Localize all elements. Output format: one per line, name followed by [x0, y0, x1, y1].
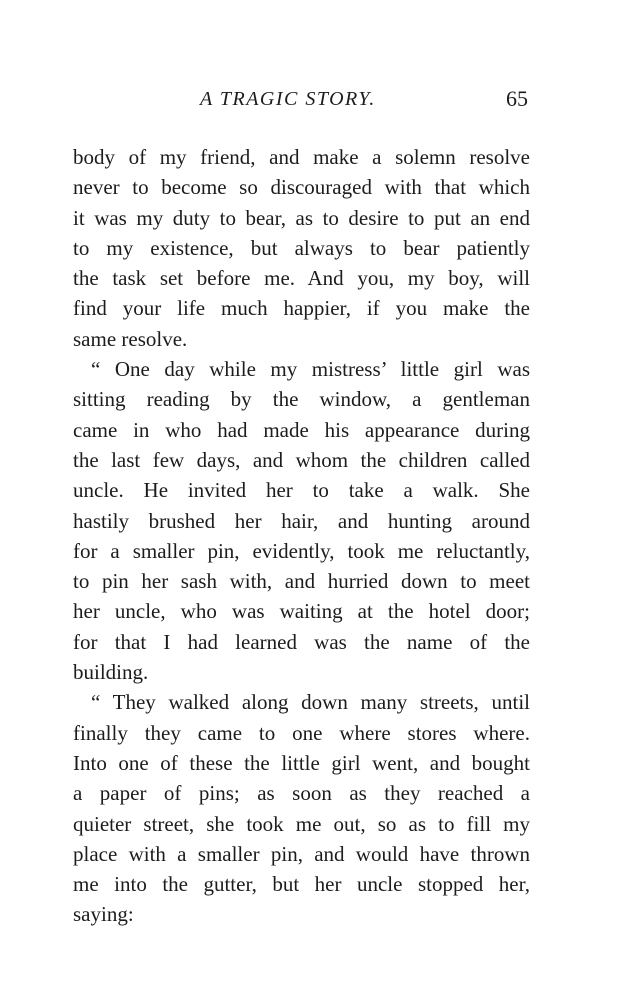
text-line: find your life much happier, if you make the	[73, 296, 530, 321]
running-head	[0, 88, 617, 118]
text-line: Into one of these the little girl went, and bought	[73, 750, 530, 775]
text-line: it was my duty to bear, as to desire to put an end	[73, 205, 530, 230]
running-title: A TRAGIC STORY.	[200, 88, 376, 110]
text-line: “ They walked along down many streets, until	[91, 690, 530, 715]
text-line: came in who had made his appearance during	[73, 417, 530, 442]
text-line: never to become so discouraged with that which	[73, 175, 530, 200]
text-line: the last few days, and whom the children called	[73, 447, 530, 472]
text-line: same resolve.	[73, 326, 188, 351]
text-line: saying:	[73, 902, 134, 927]
text-line: her uncle, who was waiting at the hotel door;	[73, 599, 530, 624]
text-line: to pin her sash with, and hurried down to meet	[73, 569, 530, 594]
page-number: 65	[506, 86, 528, 111]
text-line: quieter street, she took me out, so as to fill my	[73, 811, 530, 836]
text-line: place with a smaller pin, and would have thrown	[73, 841, 530, 866]
text-line: “ One day while my mistress’ little girl was	[91, 357, 530, 382]
body-text	[73, 142, 530, 930]
text-line: finally they came to one where stores where.	[73, 720, 530, 745]
text-line: sitting reading by the window, a gentleman	[73, 387, 530, 412]
text-line: a paper of pins; as soon as they reached a	[73, 781, 530, 806]
text-line: building.	[73, 660, 149, 685]
text-line: for that I had learned was the name of the	[73, 629, 530, 654]
text-line: body of my friend, and make a solemn resolve	[73, 145, 530, 169]
text-line: uncle. He invited her to take a walk. She	[73, 478, 530, 503]
text-line: hastily brushed her hair, and hunting around	[73, 508, 530, 533]
text-line: to my existence, but always to bear patiently	[73, 235, 530, 260]
text-line: for a smaller pin, evidently, took me reluctantly,	[73, 538, 530, 563]
text-line: the task set before me. And you, my boy, will	[73, 266, 530, 291]
text-line: me into the gutter, but her uncle stopped her,	[73, 872, 530, 897]
